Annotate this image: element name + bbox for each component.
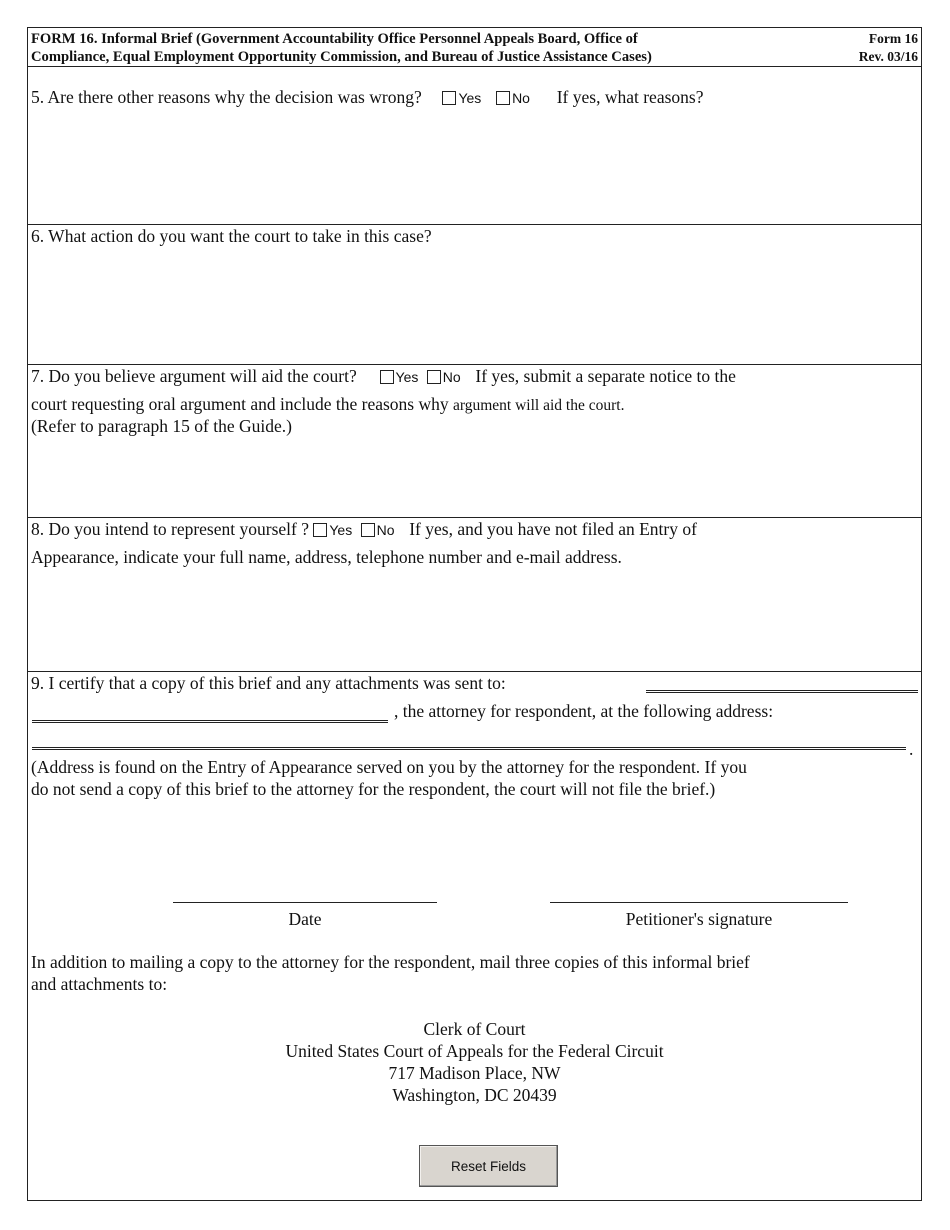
question-5-no-checkbox[interactable]: [496, 91, 510, 105]
form-header: [31, 30, 918, 68]
question-5-row: [31, 86, 703, 109]
form-number: [859, 30, 918, 66]
question-7-follow-text: If yes, submit a separate notice to the: [475, 366, 736, 386]
signature-field[interactable]: [550, 902, 848, 903]
question-9-text: 9. I certify that a copy of this brief and any attachments was sent to:: [31, 673, 506, 693]
question-7-text: 7. Do you believe argument will aid the court?: [31, 366, 357, 386]
question-5-yes-label: Yes: [458, 90, 482, 106]
question-7-yes-label: Yes: [395, 369, 419, 385]
form-title-line1: FORM 16. Informal Brief (Government Accountability Office Personnel Appeals Board, Office of: [31, 31, 638, 47]
address-trailing-period: .: [909, 739, 914, 759]
question-6-text: 6. What action do you want the court to take in this case?: [31, 226, 432, 246]
question-5-yes-checkbox[interactable]: [442, 91, 456, 105]
question-7-no-checkbox[interactable]: [427, 370, 441, 384]
question-7-line2: [31, 393, 624, 417]
court-address: [28, 1018, 921, 1106]
question-8-text: 8. Do you intend to represent yourself ?: [31, 519, 309, 539]
question-7-line3: (Refer to paragraph 15 of the Guide.): [31, 416, 292, 436]
court-address-line1: Clerk of Court: [423, 1019, 526, 1039]
question-5-section: [28, 66, 921, 224]
question-7-section: [28, 364, 921, 517]
question-7-answer-field[interactable]: [31, 443, 918, 513]
question-8-answer-field[interactable]: [31, 574, 918, 666]
question-5-follow-text: If yes, what reasons?: [556, 87, 704, 107]
question-6-row: [31, 225, 432, 247]
question-5-answer-field[interactable]: [31, 113, 918, 218]
question-8-row: [31, 518, 697, 541]
court-address-line2: United States Court of Appeals for the Federal Circuit: [285, 1041, 664, 1061]
question-7-no-label: No: [442, 369, 461, 385]
question-7-line2-a: court requesting oral argument and include the reasons why: [31, 394, 449, 414]
attorney-name-field[interactable]: [32, 720, 388, 723]
address-note-line1: (Address is found on the Entry of Appearance served on you by the attorney for the respondent. If you: [31, 757, 747, 777]
form-page: [27, 27, 922, 1201]
signature-label: Petitioner's signature: [625, 909, 773, 929]
address-note-line2: do not send a copy of this brief to the attorney for the respondent, the court will not file the brief.): [31, 779, 716, 799]
date-label: Date: [288, 909, 322, 929]
question-7-line2-b: argument will aid the court.: [452, 397, 625, 414]
mailing-instructions-line1: In addition to mailing a copy to the attorney for the respondent, mail three copies of this informal brief: [31, 952, 750, 972]
question-7-row: [31, 365, 736, 388]
question-7-yes-checkbox[interactable]: [380, 370, 394, 384]
question-5-text: 5. Are there other reasons why the decision was wrong?: [31, 87, 422, 107]
question-8-section: [28, 517, 921, 671]
form-revision: Rev. 03/16: [858, 49, 918, 64]
question-8-no-checkbox[interactable]: [361, 523, 375, 537]
court-address-line3: 717 Madison Place, NW: [388, 1063, 561, 1083]
form-title-line2: Compliance, Equal Employment Opportunity Commission, and Bureau of Justice Assistance Cases): [31, 49, 652, 65]
question-8-yes-label: Yes: [329, 522, 353, 538]
form-title: [31, 30, 841, 66]
court-address-line4: Washington, DC 20439: [392, 1085, 557, 1105]
date-field[interactable]: [173, 902, 437, 903]
form-label: Form 16: [868, 31, 918, 46]
question-8-follow-text: If yes, and you have not filed an Entry of: [409, 519, 697, 539]
recipient-name-field[interactable]: [646, 690, 918, 693]
question-6-answer-field[interactable]: [31, 253, 918, 358]
question-9-section: [28, 671, 921, 1202]
question-9-line2: , the attorney for respondent, at the following address:: [394, 701, 774, 721]
question-8-no-label: No: [376, 522, 395, 538]
attorney-address-field[interactable]: [32, 747, 906, 750]
reset-fields-button[interactable]: Reset Fields: [419, 1145, 558, 1187]
question-8-line2: Appearance, indicate your full name, address, telephone number and e-mail address.: [31, 547, 622, 567]
mailing-instructions-line2: and attachments to:: [31, 974, 168, 994]
question-8-yes-checkbox[interactable]: [313, 523, 327, 537]
question-6-section: [28, 224, 921, 364]
question-5-no-label: No: [512, 90, 530, 106]
